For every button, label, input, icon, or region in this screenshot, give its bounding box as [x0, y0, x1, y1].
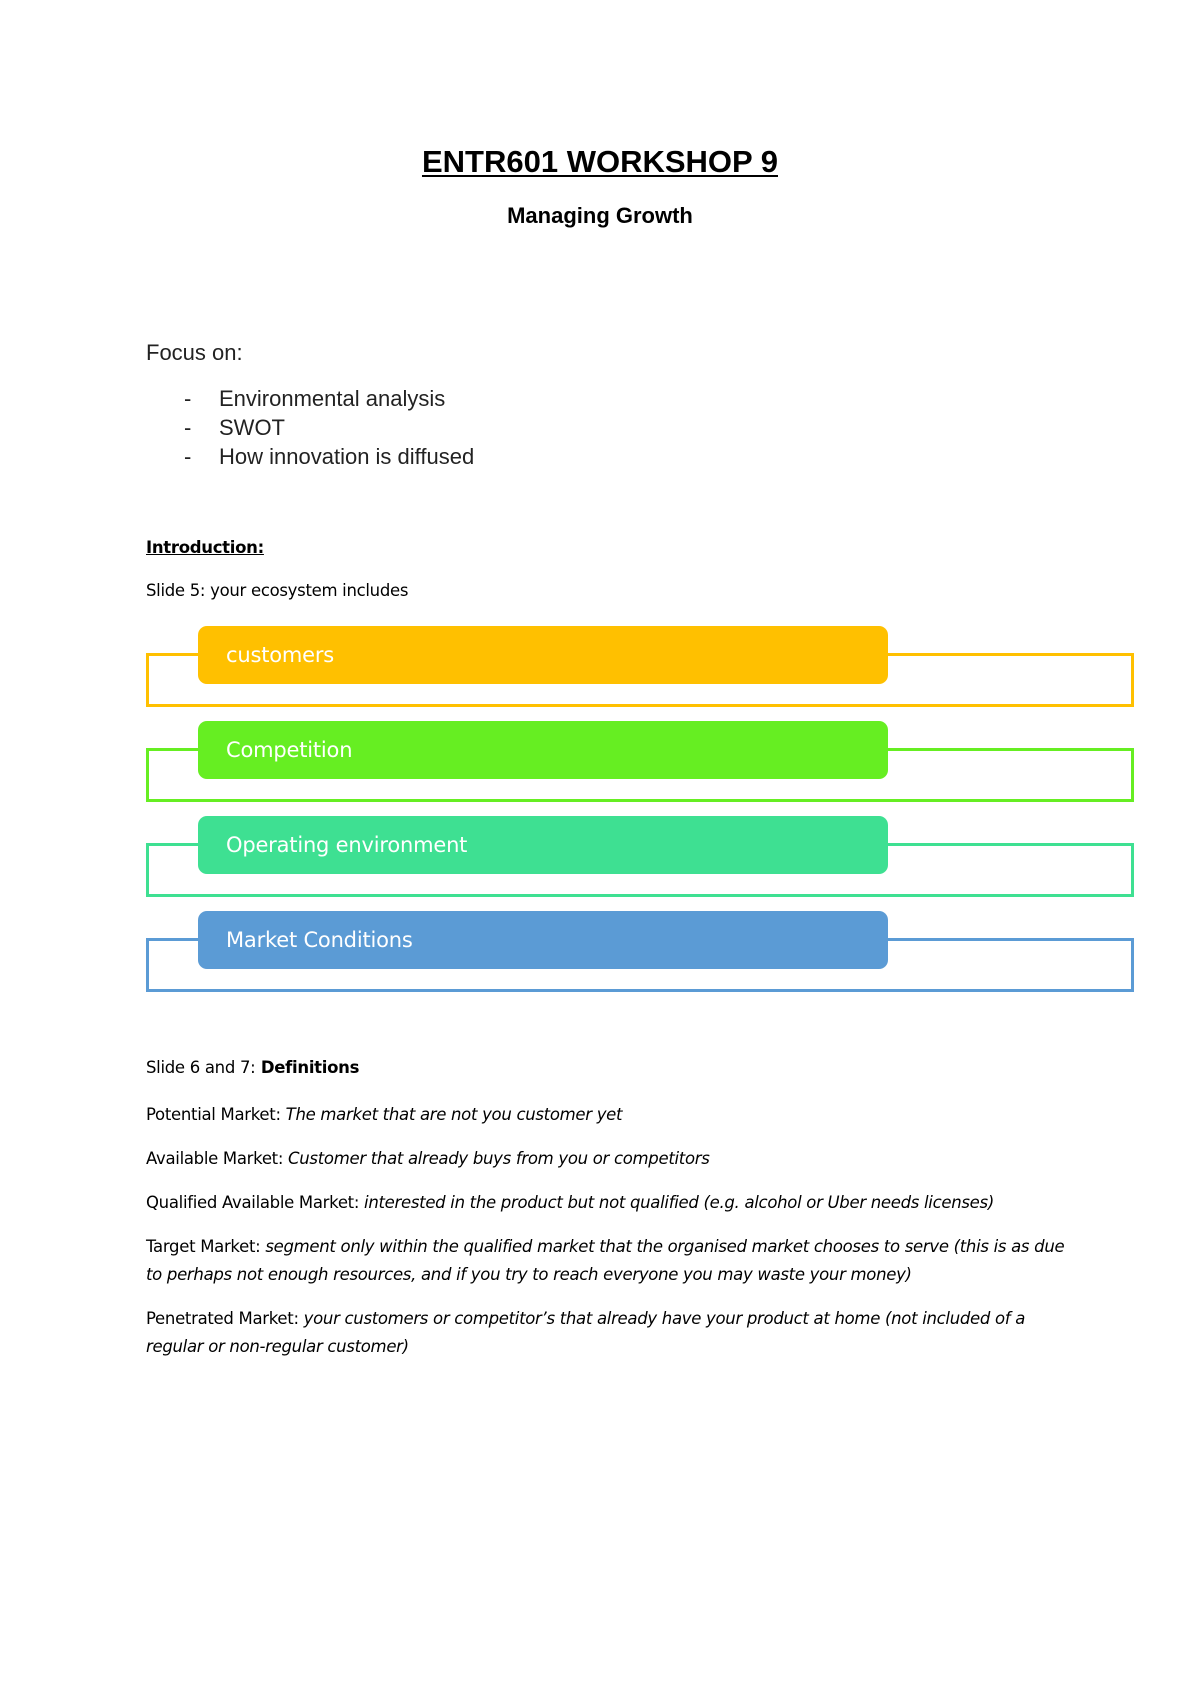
definition-term: Qualified Available Market: — [146, 1193, 360, 1212]
ecosystem-bar-customers — [198, 626, 888, 684]
definition-term: Penetrated Market: — [146, 1309, 299, 1328]
definition-desc: interested in the product but not qualified (e.g. alcohol or Uber needs licenses) — [359, 1193, 994, 1212]
ecosystem-bar-operating-environment — [198, 816, 888, 874]
focus-item-text: SWOT — [219, 415, 285, 440]
definition-desc: Customer that already buys from you or competitors — [283, 1149, 710, 1168]
definition-item — [146, 1189, 1076, 1217]
bullet-dash: - — [184, 444, 192, 469]
definition-term: Potential Market: — [146, 1105, 281, 1124]
definition-term: Available Market: — [146, 1149, 284, 1168]
slide5-line — [146, 581, 408, 600]
ecosystem-bar-competition — [198, 721, 888, 779]
bullet-dash: - — [184, 415, 192, 440]
definition-term: Target Market: — [146, 1237, 261, 1256]
ecosystem-bar-market-conditions — [198, 911, 888, 969]
definitions-heading-bold: Definitions — [255, 1058, 360, 1077]
slide5-text: your ecosystem includes — [205, 581, 409, 600]
definition-desc: segment only within the qualified market that the organised market chooses to serve (this is as due to perhaps not enough resources, and if you try to reach everyone you may waste your money) — [146, 1237, 1065, 1284]
focus-item — [146, 442, 474, 471]
definition-desc: The market that are not you customer yet — [280, 1105, 623, 1124]
definition-item — [146, 1101, 1076, 1129]
ecosystem-bar-label: Competition — [226, 738, 353, 762]
ecosystem-bar-label: Operating environment — [226, 833, 468, 857]
focus-item-text: How innovation is diffused — [219, 444, 475, 469]
focus-item-text: Environmental analysis — [219, 386, 446, 411]
slide5-prefix: Slide 5: — [146, 581, 206, 600]
definition-item — [146, 1233, 1076, 1289]
ecosystem-bar-label: customers — [226, 643, 335, 667]
definition-item — [146, 1145, 1076, 1173]
bullet-dash: - — [184, 386, 192, 411]
focus-item — [146, 384, 474, 413]
introduction-heading: Introduction: — [146, 538, 264, 557]
definition-item — [146, 1305, 1076, 1361]
ecosystem-bar-label: Market Conditions — [226, 928, 413, 952]
document-title: ENTR601 WORKSHOP 9 — [421, 144, 778, 179]
focus-item — [146, 413, 474, 442]
definitions-heading-prefix: Slide 6 and 7: — [146, 1058, 256, 1077]
definitions-heading — [146, 1058, 359, 1077]
document-subtitle: Managing Growth — [507, 203, 693, 228]
focus-list — [146, 384, 474, 471]
definitions-list — [146, 1101, 1076, 1377]
focus-label: Focus on: — [146, 340, 243, 365]
definition-desc: your customers or competitor’s that already have your product at home (not included of a regular or non-regular customer) — [146, 1309, 1026, 1356]
